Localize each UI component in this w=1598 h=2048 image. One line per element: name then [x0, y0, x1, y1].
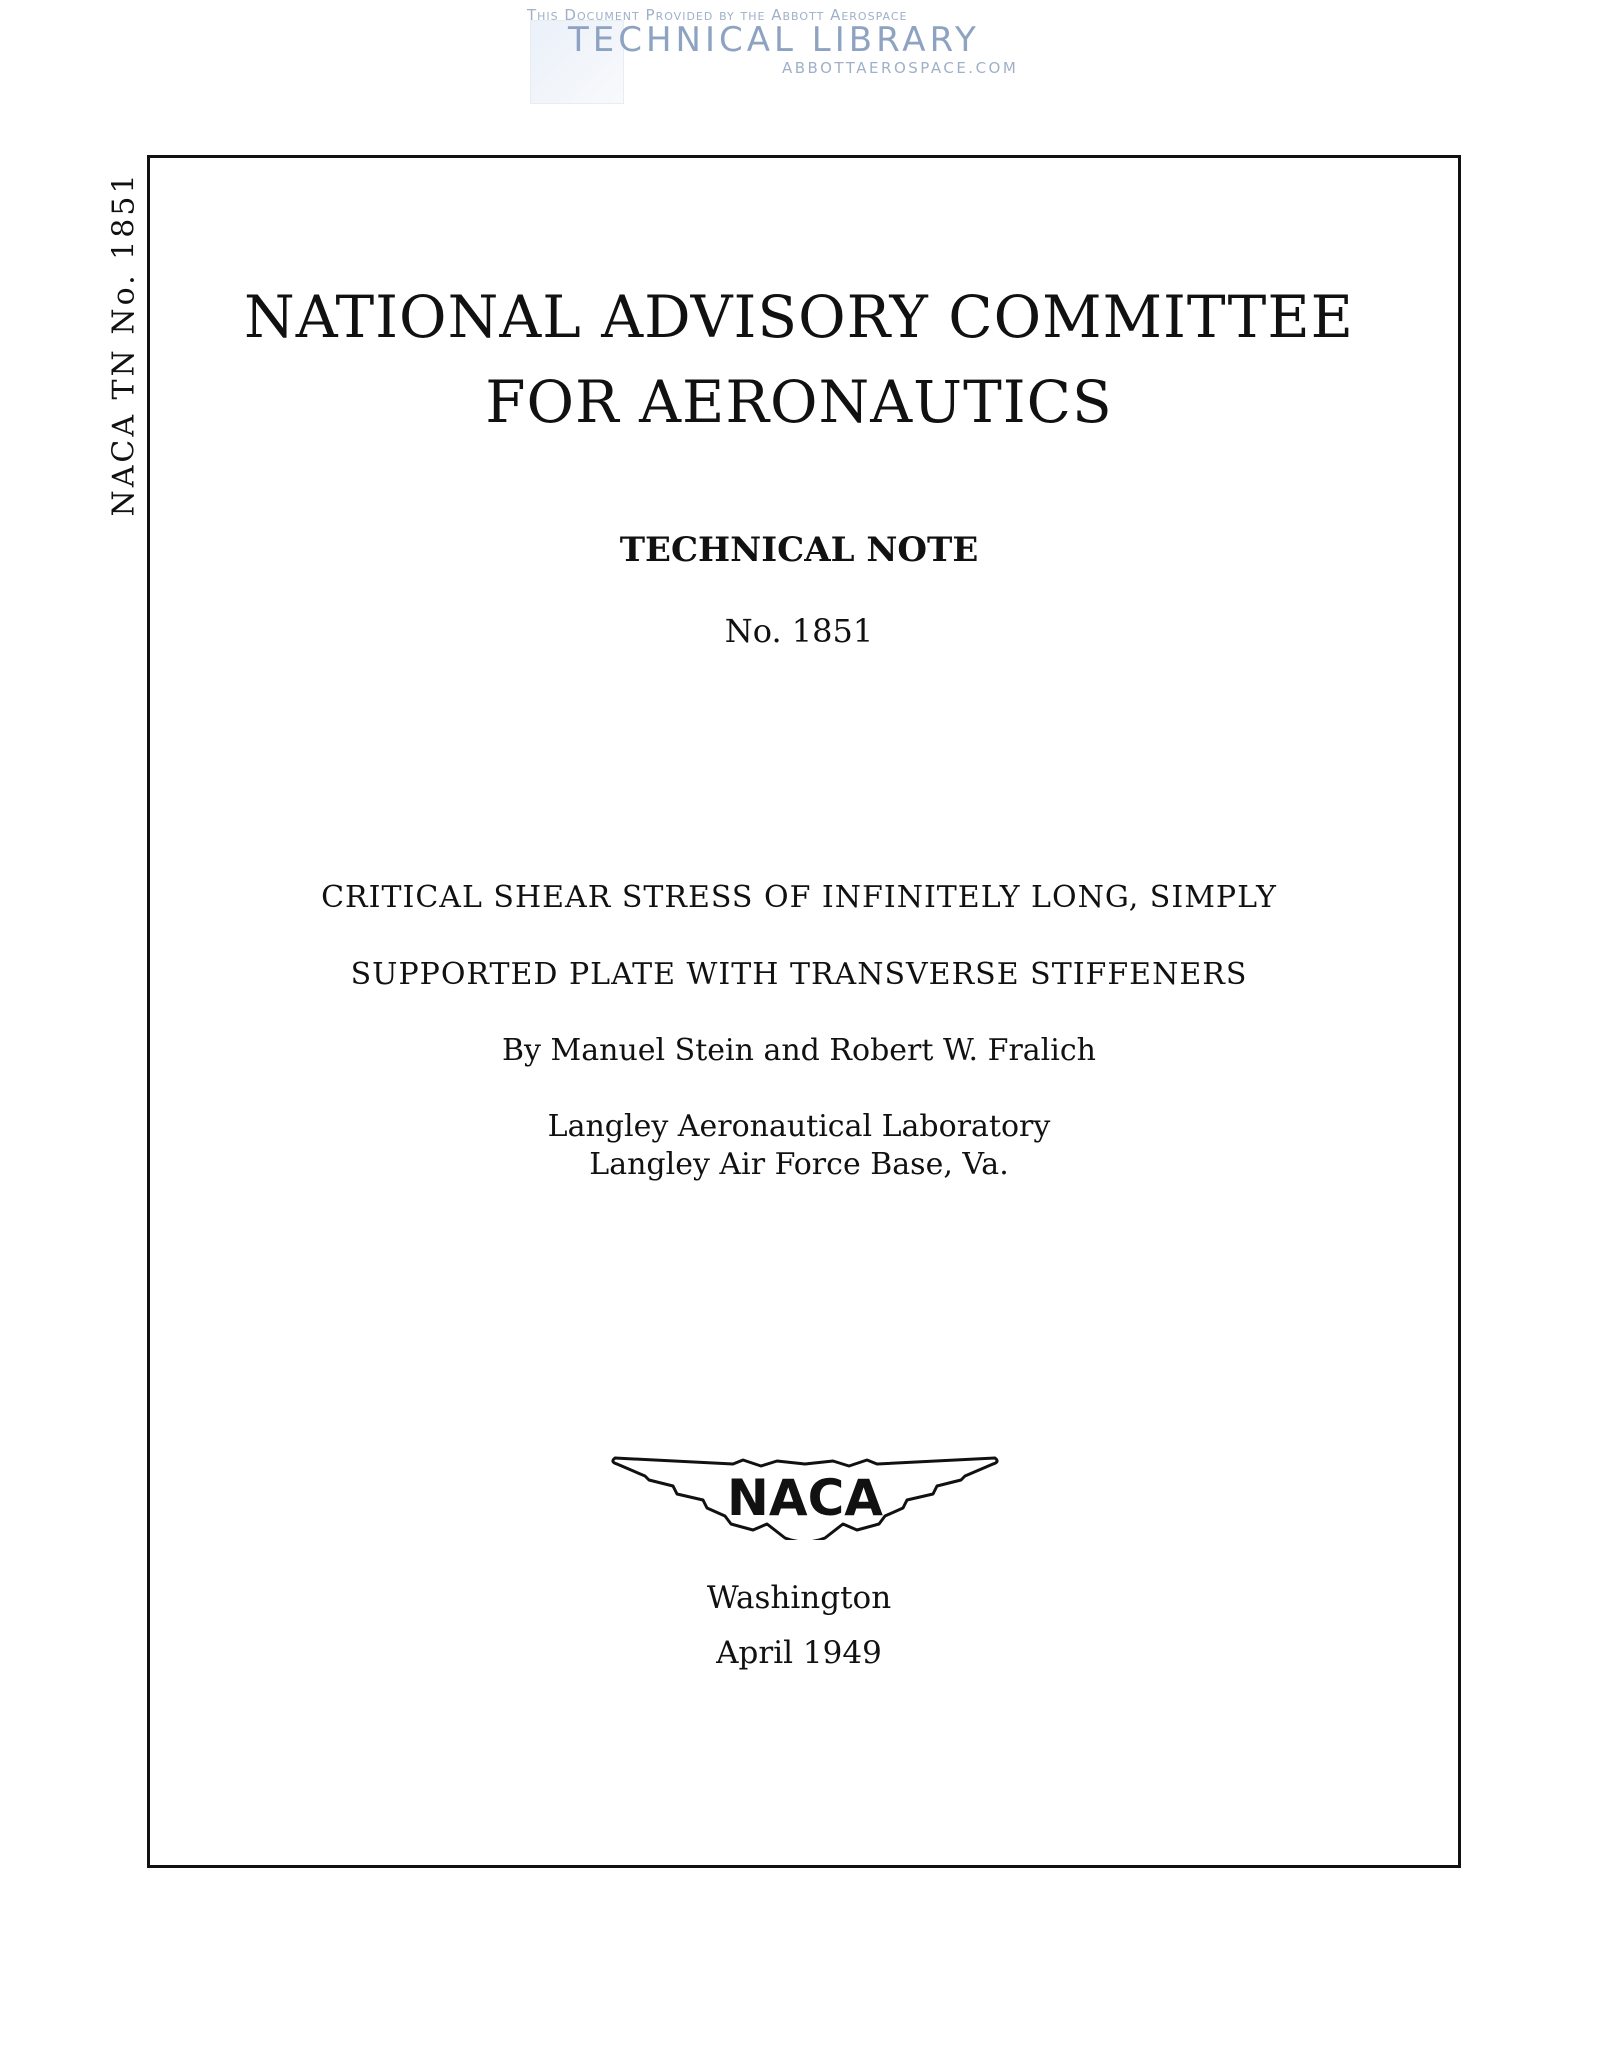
- authors: By Manuel Stein and Robert W. Fralich: [502, 1033, 1096, 1068]
- document-type: TECHNICAL NOTE: [619, 530, 979, 570]
- affiliation-line2: Langley Air Force Base, Va.: [589, 1147, 1009, 1182]
- committee-name-line1: NATIONAL ADVISORY COMMITTEE: [244, 283, 1354, 351]
- publication-date: April 1949: [716, 1635, 882, 1671]
- document-number: No. 1851: [724, 612, 874, 650]
- watermark-provided-by: This Document Provided by the Abbott Aerospace: [527, 6, 908, 24]
- committee-name-line2: FOR AERONAUTICS: [485, 368, 1113, 436]
- naca-wings-logo: [585, 1428, 1025, 1540]
- logo-text: NACA: [727, 1469, 883, 1527]
- side-label: NACA TN No. 1851: [106, 171, 142, 517]
- title-line1: CRITICAL SHEAR STRESS OF INFINITELY LONG, SIMPLY: [321, 880, 1277, 915]
- watermark-url: ABBOTTAEROSPACE.COM: [782, 59, 1019, 77]
- watermark-title: TECHNICAL LIBRARY: [568, 20, 980, 60]
- affiliation-line1: Langley Aeronautical Laboratory: [547, 1109, 1051, 1144]
- publication-place: Washington: [706, 1580, 892, 1616]
- title-line2: SUPPORTED PLATE WITH TRANSVERSE STIFFENERS: [350, 957, 1248, 992]
